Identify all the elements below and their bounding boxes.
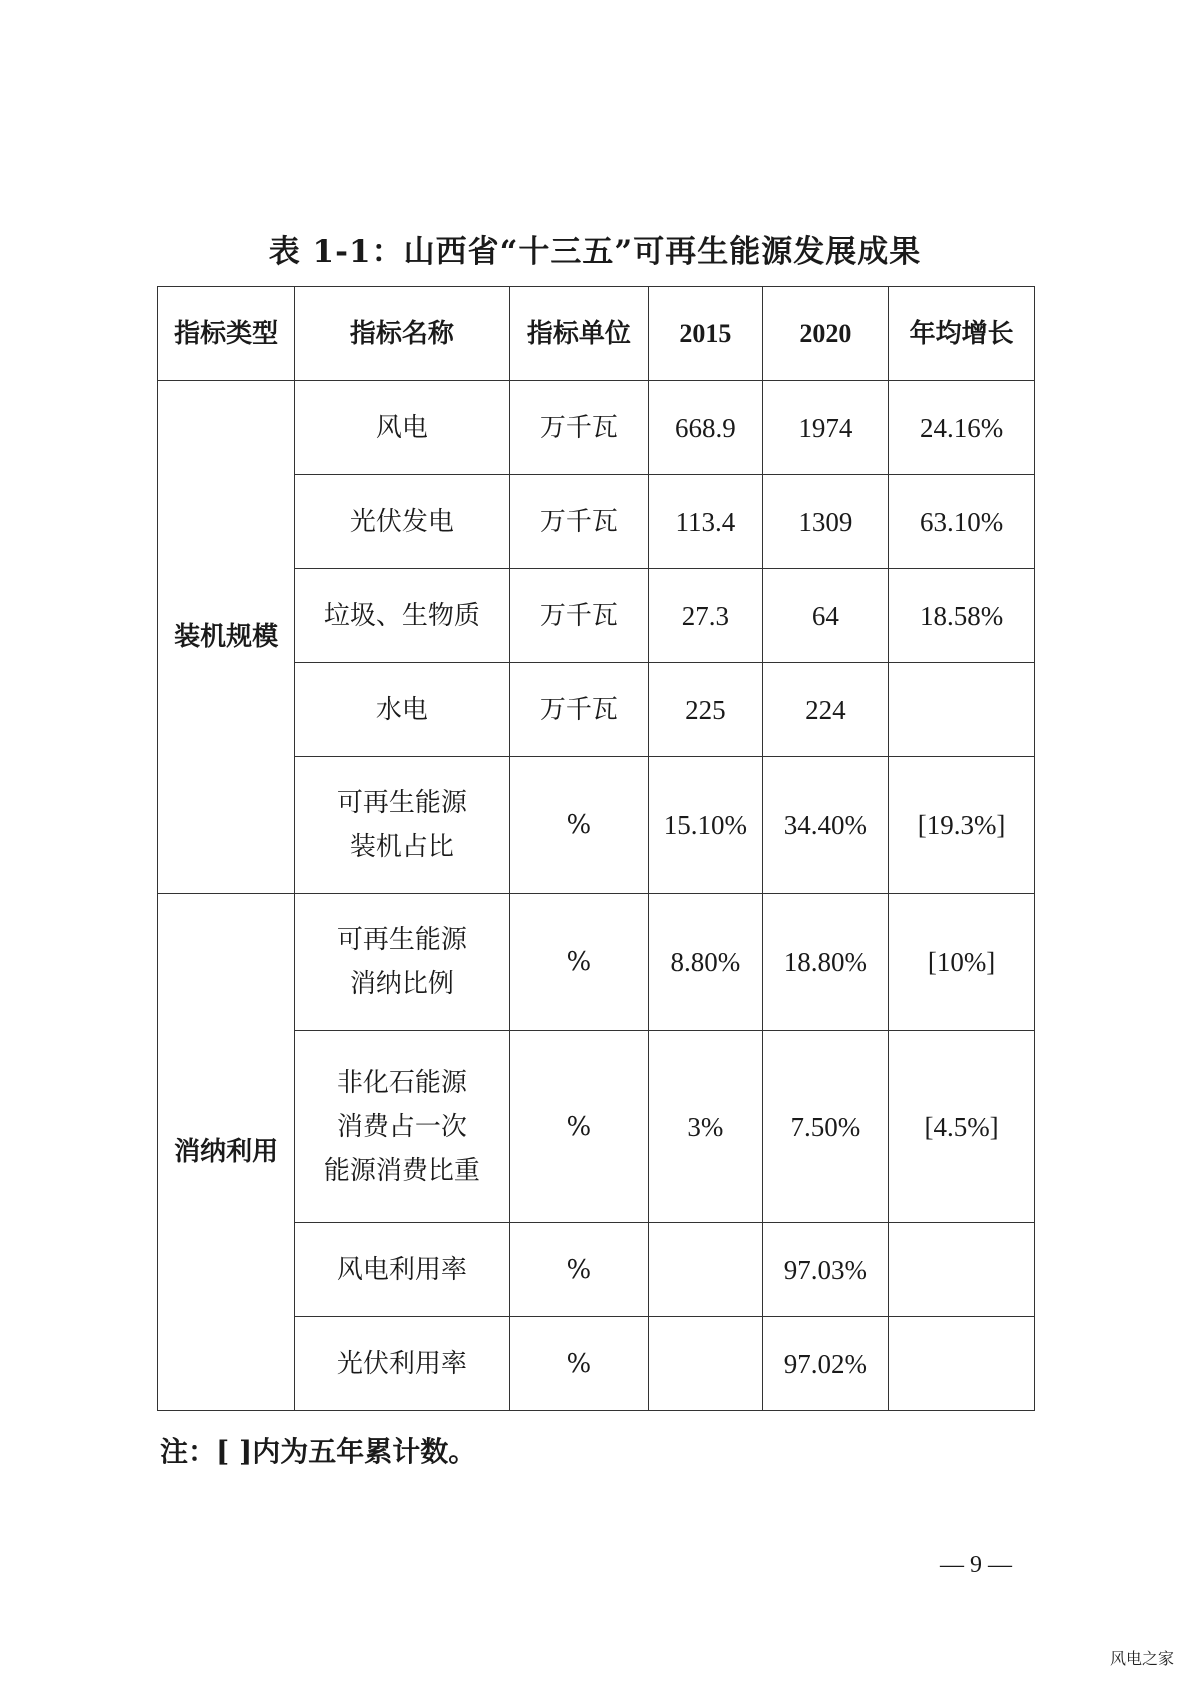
value-2020-cell: 97.02% [762, 1317, 889, 1411]
indicator-name-line: 光伏利用率 [336, 1348, 467, 1379]
indicator-name-line: 风电 [375, 412, 428, 443]
category-cell: 装机规模 [158, 381, 295, 894]
indicator-name-line: 可再生能源 [336, 925, 467, 955]
unit-cell: 万千瓦 [509, 569, 648, 663]
table-note: 注：[ ]内为五年累计数。 [160, 1435, 477, 1468]
indicator-name-line: 装机占比 [349, 832, 454, 862]
value-2015-cell [649, 1223, 763, 1317]
value-2020-cell: 97.03% [762, 1223, 889, 1317]
unit-cell: % [509, 894, 648, 1031]
growth-cell: 63.10% [889, 475, 1035, 569]
watermark-text: 风电之家 [1110, 1649, 1175, 1668]
growth-cell [889, 1317, 1035, 1411]
indicator-name-line: 风电利用率 [336, 1254, 467, 1285]
indicator-name-line: 非化石能源 [336, 1067, 467, 1098]
indicator-name-cell [295, 1317, 509, 1411]
header-unit: 指标单位 [509, 287, 648, 381]
indicator-name-cell [295, 475, 509, 569]
unit-cell: % [509, 1223, 648, 1317]
value-2015-cell [649, 1317, 763, 1411]
value-2020-cell: 224 [762, 663, 889, 757]
table-row [158, 894, 1035, 1031]
table-header-row [158, 287, 1035, 381]
value-2015-cell: 27.3 [649, 569, 763, 663]
indicator-name-line: 水电 [375, 694, 428, 725]
header-category: 指标类型 [158, 287, 295, 381]
growth-cell [889, 1223, 1035, 1317]
header-2015: 2015 [649, 287, 763, 381]
unit-cell: % [509, 1317, 648, 1411]
indicator-name-cell [295, 894, 509, 1031]
indicator-name-line: 垃圾、生物质 [323, 600, 480, 631]
indicator-name-cell [295, 663, 509, 757]
indicator-name-line: 光伏发电 [349, 506, 454, 537]
unit-cell: 万千瓦 [509, 381, 648, 475]
growth-cell: [19.3%] [889, 757, 1035, 894]
indicator-name-line: 可再生能源 [336, 788, 467, 818]
unit-cell: % [509, 757, 648, 894]
indicator-name-line: 能源消费比重 [323, 1155, 480, 1186]
header-growth: 年均增长 [889, 287, 1035, 381]
value-2020-cell: 1309 [762, 475, 889, 569]
value-2020-cell: 64 [762, 569, 889, 663]
indicator-name-line: 消纳比例 [349, 969, 454, 999]
indicator-name-cell [295, 757, 509, 894]
header-2020: 2020 [762, 287, 889, 381]
growth-cell: 24.16% [889, 381, 1035, 475]
value-2015-cell: 8.80% [649, 894, 763, 1031]
growth-cell [889, 663, 1035, 757]
indicator-name-line: 消费占一次 [336, 1111, 467, 1142]
value-2020-cell: 7.50% [762, 1031, 889, 1223]
value-2015-cell: 225 [649, 663, 763, 757]
indicator-name-cell [295, 1031, 509, 1223]
value-2015-cell: 3% [649, 1031, 763, 1223]
value-2020-cell: 1974 [762, 381, 889, 475]
header-name: 指标名称 [295, 287, 509, 381]
value-2015-cell: 668.9 [649, 381, 763, 475]
table-row [158, 381, 1035, 475]
value-2020-cell: 34.40% [762, 757, 889, 894]
value-2015-cell: 113.4 [649, 475, 763, 569]
unit-cell: % [509, 1031, 648, 1223]
value-2015-cell: 15.10% [649, 757, 763, 894]
growth-cell: [10%] [889, 894, 1035, 1031]
indicator-name-cell [295, 1223, 509, 1317]
value-2020-cell: 18.80% [762, 894, 889, 1031]
page-number: — 9 — [940, 1552, 1012, 1578]
table-title: 表 1-1：山西省“十三五”可再生能源发展成果 [268, 234, 922, 270]
indicator-name-cell [295, 381, 509, 475]
indicator-name-cell [295, 569, 509, 663]
growth-cell: 18.58% [889, 569, 1035, 663]
renewable-energy-table [157, 286, 1035, 1411]
unit-cell: 万千瓦 [509, 475, 648, 569]
category-cell: 消纳利用 [158, 894, 295, 1411]
growth-cell: [4.5%] [889, 1031, 1035, 1223]
unit-cell: 万千瓦 [509, 663, 648, 757]
